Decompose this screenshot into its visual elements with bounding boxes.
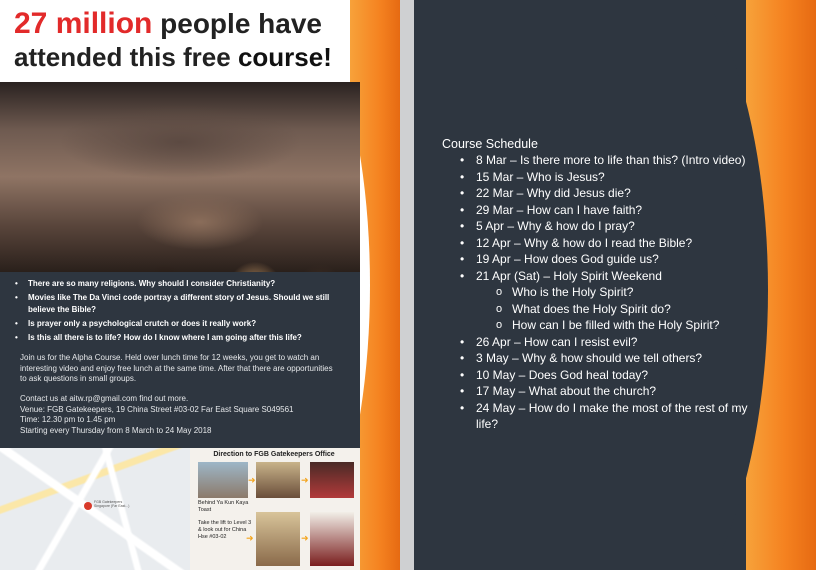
arrow-right-icon: ➜ [248, 475, 256, 485]
dates-line: Starting every Thursday from 8 March to 24 May 2018 [20, 425, 212, 435]
schedule-title: Course Schedule [442, 137, 538, 151]
headline-line2-start: attended this free [14, 41, 238, 72]
question-list [12, 278, 342, 346]
direction-caption: Take the lift to Level 3 & look out for China Hse #03-02 [198, 520, 252, 540]
map-pin-label: FGB Gatekeepers Singapore (Far East...) [94, 500, 130, 508]
join-paragraph: Join us for the Alpha Course. Held over lunch time for 12 weeks, you get to watch an interesting video and enjoy free lunch at the same time. After that there are opportunities to ask questions in small groups. [20, 353, 333, 383]
schedule-subitem: o What does the Holy Spirit do? [442, 301, 762, 318]
question-item: • Movies like The Da Vinci code portray a different story of Jesus. Should we still believe the Bible? [12, 292, 342, 316]
headline-line1-rest: people have [152, 8, 322, 39]
arrow-right-icon: ➜ [246, 533, 254, 543]
arrow-right-icon: ➜ [301, 533, 309, 543]
contact-block [20, 394, 340, 436]
schedule-item: • 22 Mar – Why did Jesus die? [442, 185, 762, 202]
course-schedule [442, 136, 762, 433]
schedule-item: • 21 Apr (Sat) – Holy Spirit Weekend [442, 268, 762, 285]
headline [14, 8, 354, 71]
arrow-right-icon: ➜ [301, 475, 309, 485]
schedule-item: • 17 May – What about the church? [442, 383, 762, 400]
schedule-item: • 5 Apr – Why & how do I pray? [442, 218, 762, 235]
schedule-list [442, 152, 762, 433]
map-pin-icon [84, 502, 92, 510]
contact-email-line: Contact us at aitw.rp@gmail.com find out more. [20, 394, 189, 403]
time-line: Time: 12.30 pm to 1.45 pm [20, 415, 116, 424]
headline-line2-end: ! [323, 41, 332, 72]
schedule-item: • 3 May – Why & how should we tell others? [442, 350, 762, 367]
schedule-item: • 10 May – Does God heal today? [442, 367, 762, 384]
direction-caption: Behind Ya Kun Kaya Toast [198, 500, 249, 513]
schedule-item: • 19 Apr – How does God guide us? [442, 251, 762, 268]
schedule-subitem: o Who is the Holy Spirit? [442, 284, 762, 301]
question-item: • Is this all there is to life? How do I know where I am going after this life? [12, 332, 342, 344]
direction-photo-street [198, 462, 248, 498]
schedule-item: • 26 Apr – How can I resist evil? [442, 334, 762, 351]
schedule-subitem: o How can I be filled with the Holy Spirit? [442, 317, 762, 334]
headline-line2-bold: course [237, 41, 324, 72]
direction-photo-office [310, 512, 354, 566]
direction-photo-shop [256, 462, 300, 498]
directions-title: Direction to FGB Gatekeepers Office [213, 451, 335, 458]
direction-photo-lift [256, 512, 300, 566]
schedule-item: • 24 May – How do I make the most of the rest of my life? [442, 400, 762, 433]
headline-highlight: 27 million [14, 7, 153, 40]
schedule-item: • 8 Mar – Is there more to life than this? (Intro video) [442, 152, 762, 169]
schedule-item: • 12 Apr – Why & how do I read the Bible? [442, 235, 762, 252]
location-map [0, 448, 190, 570]
question-item: • There are so many religions. Why should I consider Christianity? [12, 278, 342, 290]
question-item: • Is prayer only a psychological crutch or does it really work? [12, 318, 342, 330]
schedule-item: • 29 Mar – How can I have faith? [442, 202, 762, 219]
crowd-photo [0, 82, 360, 272]
venue-line: Venue: FGB Gatekeepers, 19 China Street #03-02 Far East Square S049561 [20, 404, 294, 414]
schedule-item: • 15 Mar – Who is Jesus? [442, 169, 762, 186]
direction-photo-entrance [310, 462, 354, 498]
